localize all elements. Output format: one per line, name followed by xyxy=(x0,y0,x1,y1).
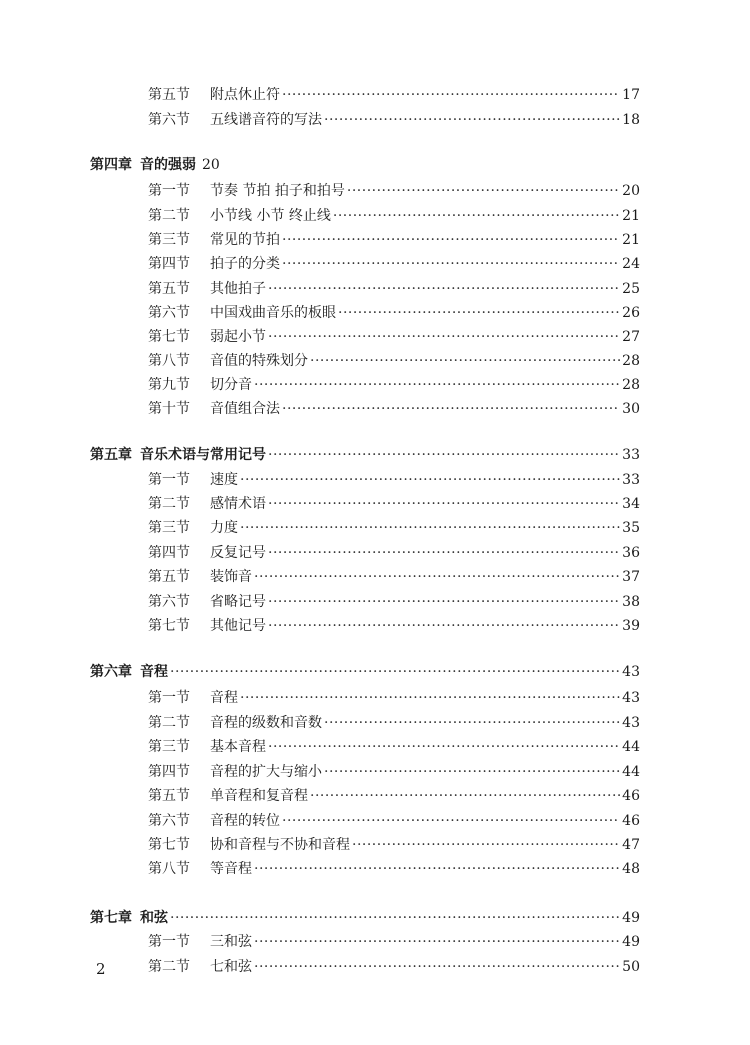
dot-leader xyxy=(310,784,620,808)
chapter-title: 和弦 xyxy=(140,910,168,926)
toc-section-entry xyxy=(148,83,640,107)
toc-section-entry xyxy=(148,277,640,301)
toc-section-entry xyxy=(148,108,640,132)
toc-section-entry xyxy=(148,541,640,565)
section-number: 第九节 xyxy=(148,377,190,393)
toc-section-entry xyxy=(148,565,640,589)
section-title: 切分音 xyxy=(210,377,252,393)
section-title: 其他拍子 xyxy=(210,281,266,297)
chapter-number: 第七章 xyxy=(90,910,132,926)
section-number: 第一节 xyxy=(148,183,190,199)
dot-leader xyxy=(254,955,620,979)
toc-page-number: 35 xyxy=(622,520,640,536)
toc-page-number: 28 xyxy=(622,377,640,393)
section-number: 第五节 xyxy=(148,788,190,804)
toc-page-number: 17 xyxy=(622,87,640,103)
toc-section-entry xyxy=(148,252,640,276)
section-number: 第三节 xyxy=(148,232,190,248)
section-number: 第一节 xyxy=(148,472,190,488)
section-title: 省略记号 xyxy=(210,594,266,610)
toc-chapter-entry xyxy=(90,443,640,467)
toc-section-entry xyxy=(148,833,640,857)
dot-leader xyxy=(282,252,620,276)
section-number: 第六节 xyxy=(148,305,190,321)
section-title: 七和弦 xyxy=(210,959,252,975)
toc-section-entry xyxy=(148,930,640,954)
section-title: 等音程 xyxy=(210,861,252,877)
toc-section-entry xyxy=(148,349,640,373)
section-title: 音程的转位 xyxy=(210,813,280,829)
section-title: 附点休止符 xyxy=(210,87,280,103)
section-number: 第六节 xyxy=(148,813,190,829)
section-number: 第四节 xyxy=(148,545,190,561)
toc-section-entry xyxy=(148,397,640,421)
toc-section-entry xyxy=(148,760,640,784)
dot-leader xyxy=(254,857,620,881)
section-number: 第七节 xyxy=(148,837,190,853)
section-title: 中国戏曲音乐的板眼 xyxy=(210,305,336,321)
toc-page-number: 43 xyxy=(622,664,640,680)
dot-leader xyxy=(282,228,620,252)
section-title: 拍子的分类 xyxy=(210,256,280,272)
section-number: 第六节 xyxy=(148,594,190,610)
section-number: 第八节 xyxy=(148,861,190,877)
chapter-number: 第四章 xyxy=(90,157,132,173)
dot-leader xyxy=(333,204,620,228)
section-title: 音程的扩大与缩小 xyxy=(210,764,322,780)
dot-leader xyxy=(254,373,620,397)
dot-leader xyxy=(240,468,620,492)
section-title: 三和弦 xyxy=(210,934,252,950)
section-title: 五线谱音符的写法 xyxy=(210,112,322,128)
toc-page-number: 46 xyxy=(622,788,640,804)
toc-section-entry xyxy=(148,590,640,614)
dot-leader xyxy=(268,735,620,759)
page-number: 2 xyxy=(96,960,106,978)
section-title: 反复记号 xyxy=(210,545,266,561)
section-title: 常见的节拍 xyxy=(210,232,280,248)
toc-section-entry xyxy=(148,711,640,735)
section-number: 第二节 xyxy=(148,715,190,731)
dot-leader xyxy=(268,614,620,638)
dot-leader xyxy=(282,397,620,421)
toc-section-entry xyxy=(148,228,640,252)
section-title: 单音程和复音程 xyxy=(210,788,308,804)
toc-section-entry xyxy=(148,468,640,492)
chapter-title: 音乐术语与常用记号 xyxy=(140,447,266,463)
toc-section-entry xyxy=(148,301,640,325)
toc-section-entry xyxy=(148,809,640,833)
toc-page-number: 21 xyxy=(622,232,640,248)
section-title: 音值的特殊划分 xyxy=(210,353,308,369)
section-title: 弱起小节 xyxy=(210,329,266,345)
toc-section-entry xyxy=(148,204,640,228)
toc-section-entry xyxy=(148,955,640,979)
section-number: 第五节 xyxy=(148,87,190,103)
dot-leader xyxy=(338,301,620,325)
toc-section-entry xyxy=(148,614,640,638)
section-number: 第六节 xyxy=(148,112,190,128)
section-number: 第四节 xyxy=(148,256,190,272)
toc-page-number: 18 xyxy=(622,112,640,128)
toc-page-number: 44 xyxy=(622,764,640,780)
toc-chapter-entry xyxy=(90,153,640,177)
section-number: 第二节 xyxy=(148,208,190,224)
toc-page-number: 34 xyxy=(622,496,640,512)
section-number: 第八节 xyxy=(148,353,190,369)
section-title: 音程 xyxy=(210,690,238,706)
dot-leader xyxy=(324,108,620,132)
chapter-title: 音程 xyxy=(140,664,168,680)
dot-leader xyxy=(240,516,620,540)
dot-leader xyxy=(254,565,620,589)
toc-section-entry xyxy=(148,516,640,540)
dot-leader xyxy=(268,443,620,467)
section-number: 第一节 xyxy=(148,934,190,950)
toc-page-number: 43 xyxy=(622,690,640,706)
toc-page-number: 20 xyxy=(202,157,220,173)
toc-section-entry xyxy=(148,784,640,808)
toc-page-number: 46 xyxy=(622,813,640,829)
dot-leader xyxy=(268,325,620,349)
toc-section-entry xyxy=(148,857,640,881)
section-title: 速度 xyxy=(210,472,238,488)
toc-section-entry xyxy=(148,325,640,349)
chapter-number: 第六章 xyxy=(90,664,132,680)
section-title: 基本音程 xyxy=(210,739,266,755)
section-title: 音程的级数和音数 xyxy=(210,715,322,731)
toc-page-number: 21 xyxy=(622,208,640,224)
section-number: 第十节 xyxy=(148,401,190,417)
section-title: 节奏 节拍 拍子和拍号 xyxy=(210,183,345,199)
dot-leader xyxy=(254,930,620,954)
toc-page-number: 33 xyxy=(622,472,640,488)
dot-leader xyxy=(324,760,620,784)
dot-leader xyxy=(310,349,620,373)
toc-section-entry xyxy=(148,373,640,397)
toc-chapter-entry xyxy=(90,906,640,930)
toc-page-number: 47 xyxy=(622,837,640,853)
chapter-title: 音的强弱 xyxy=(140,157,196,173)
chapter-number: 第五章 xyxy=(90,447,132,463)
toc-page-number: 49 xyxy=(622,910,640,926)
toc-page-number: 20 xyxy=(622,183,640,199)
section-number: 第四节 xyxy=(148,764,190,780)
toc-page-number: 48 xyxy=(622,861,640,877)
dot-leader xyxy=(268,492,620,516)
section-title: 小节线 小节 终止线 xyxy=(210,208,331,224)
section-number: 第七节 xyxy=(148,618,190,634)
section-number: 第五节 xyxy=(148,569,190,585)
dot-leader xyxy=(268,541,620,565)
dot-leader xyxy=(347,179,620,203)
section-number: 第三节 xyxy=(148,520,190,536)
section-title: 音值组合法 xyxy=(210,401,280,417)
dot-leader xyxy=(324,711,620,735)
section-number: 第二节 xyxy=(148,959,190,975)
dot-leader xyxy=(240,686,620,710)
toc-page-number: 39 xyxy=(622,618,640,634)
section-number: 第二节 xyxy=(148,496,190,512)
dot-leader xyxy=(170,906,620,930)
dot-leader xyxy=(282,809,620,833)
dot-leader xyxy=(268,277,620,301)
toc-page-number: 50 xyxy=(622,959,640,975)
toc-page-number: 33 xyxy=(622,447,640,463)
toc-chapter-entry xyxy=(90,660,640,684)
section-title: 其他记号 xyxy=(210,618,266,634)
section-number: 第七节 xyxy=(148,329,190,345)
dot-leader xyxy=(170,660,620,684)
toc-page-number: 25 xyxy=(622,281,640,297)
toc-page-number: 38 xyxy=(622,594,640,610)
toc-section-entry xyxy=(148,686,640,710)
toc-page-number: 24 xyxy=(622,256,640,272)
section-number: 第三节 xyxy=(148,739,190,755)
toc-page-number: 27 xyxy=(622,329,640,345)
section-number: 第一节 xyxy=(148,690,190,706)
toc-page-number: 28 xyxy=(622,353,640,369)
toc-page-number: 26 xyxy=(622,305,640,321)
toc-section-entry xyxy=(148,735,640,759)
dot-leader xyxy=(282,83,620,107)
section-number: 第五节 xyxy=(148,281,190,297)
toc-page-number: 44 xyxy=(622,739,640,755)
dot-leader xyxy=(268,590,620,614)
section-title: 感情术语 xyxy=(210,496,266,512)
dot-leader xyxy=(352,833,620,857)
section-title: 装饰音 xyxy=(210,569,252,585)
section-title: 力度 xyxy=(210,520,238,536)
toc-page-number: 49 xyxy=(622,934,640,950)
toc-section-entry xyxy=(148,492,640,516)
toc-section-entry xyxy=(148,179,640,203)
toc-page-number: 30 xyxy=(622,401,640,417)
section-title: 协和音程与不协和音程 xyxy=(210,837,350,853)
toc-page-number: 37 xyxy=(622,569,640,585)
toc-page-number: 36 xyxy=(622,545,640,561)
toc-page-number: 43 xyxy=(622,715,640,731)
